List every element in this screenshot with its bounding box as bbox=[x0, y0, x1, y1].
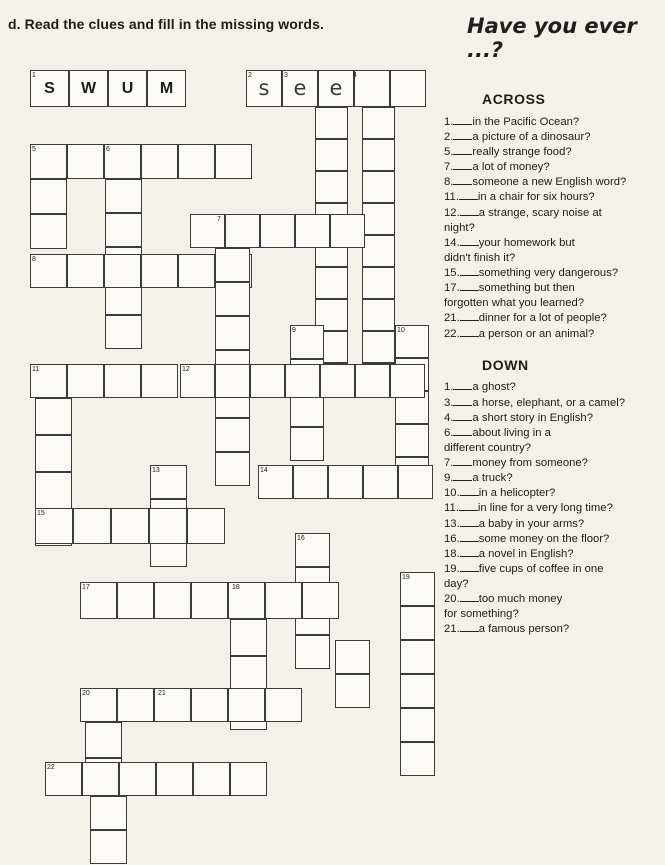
answer-blank[interactable] bbox=[453, 130, 472, 140]
grid-cell[interactable] bbox=[215, 316, 250, 350]
handwritten-letter: s bbox=[258, 76, 270, 100]
answer-blank[interactable] bbox=[453, 145, 472, 155]
clue-number: 14. bbox=[444, 236, 460, 249]
clue-number: 9. bbox=[444, 472, 454, 485]
cell-number: 10 bbox=[397, 327, 405, 334]
across-clue bbox=[444, 251, 665, 266]
clue-text: money from someone? bbox=[472, 457, 588, 469]
cell-number: 15 bbox=[37, 510, 45, 517]
grid-cell[interactable] bbox=[178, 144, 215, 179]
filled-letter: W bbox=[80, 80, 97, 97]
grid-cell[interactable] bbox=[117, 582, 154, 619]
grid-cell[interactable] bbox=[260, 214, 295, 248]
grid-cell[interactable] bbox=[73, 508, 111, 544]
clue-number: 11. bbox=[444, 502, 459, 515]
cell-number: 16 bbox=[297, 535, 305, 542]
grid-cell[interactable] bbox=[362, 235, 395, 267]
grid-cell[interactable] bbox=[90, 796, 127, 830]
cell-number: 7 bbox=[217, 216, 221, 223]
grid-cell[interactable] bbox=[315, 107, 348, 139]
answer-blank[interactable] bbox=[453, 380, 472, 390]
clue-number: 19. bbox=[444, 562, 460, 575]
grid-cell[interactable] bbox=[104, 364, 141, 398]
clue-text: a person or an animal? bbox=[478, 327, 595, 340]
grid-cell[interactable] bbox=[363, 465, 398, 499]
down-clue bbox=[444, 441, 665, 456]
answer-blank[interactable] bbox=[453, 426, 472, 436]
cell-number: 9 bbox=[292, 327, 296, 334]
clue-text: a strange, scary noise at bbox=[478, 206, 602, 219]
cell-number: 6 bbox=[106, 146, 110, 153]
down-clue bbox=[444, 411, 665, 426]
clue-number: 10. bbox=[444, 487, 460, 500]
down-clue bbox=[444, 501, 665, 516]
grid-cell[interactable] bbox=[82, 762, 119, 796]
across-clue bbox=[444, 160, 665, 175]
grid-cell[interactable] bbox=[328, 465, 363, 499]
cell-number: 22 bbox=[47, 764, 55, 771]
grid-cell[interactable] bbox=[156, 762, 193, 796]
grid-cell[interactable] bbox=[335, 640, 370, 674]
handwritten-title: Have you ever ...? bbox=[467, 14, 637, 62]
clue-text: for something? bbox=[444, 608, 519, 621]
cell-number: 4 bbox=[353, 72, 357, 79]
cell-number: 12 bbox=[182, 366, 190, 373]
grid-cell[interactable] bbox=[354, 70, 390, 107]
clue-number: 2. bbox=[444, 130, 454, 143]
down-clue bbox=[444, 562, 665, 577]
across-clue bbox=[444, 327, 665, 342]
grid-cell[interactable] bbox=[193, 762, 230, 796]
answer-blank[interactable] bbox=[453, 115, 472, 125]
clue-number: 1. bbox=[444, 115, 454, 128]
clue-text: something very dangerous? bbox=[478, 267, 619, 279]
clue-number: 22. bbox=[444, 327, 460, 340]
across-clue bbox=[444, 266, 665, 281]
cell-number: 21 bbox=[158, 690, 166, 697]
clue-text: about living in a bbox=[472, 426, 551, 439]
down-clue bbox=[444, 577, 665, 592]
grid-cell[interactable] bbox=[362, 171, 395, 203]
grid-cell[interactable] bbox=[290, 393, 324, 427]
down-clue bbox=[444, 547, 665, 562]
clue-text: night? bbox=[444, 221, 475, 234]
clue-text: in the Pacific Ocean? bbox=[472, 115, 580, 128]
answer-blank[interactable] bbox=[460, 311, 479, 321]
clue-text: a novel in English? bbox=[478, 547, 574, 560]
across-clue bbox=[444, 281, 665, 296]
down-clue bbox=[444, 471, 665, 486]
clue-number: 1. bbox=[444, 381, 454, 394]
answer-blank[interactable] bbox=[459, 190, 478, 200]
cell-number: 17 bbox=[82, 584, 90, 591]
answer-blank[interactable] bbox=[460, 547, 479, 557]
grid-cell[interactable] bbox=[320, 364, 355, 398]
grid-cell[interactable] bbox=[362, 331, 395, 363]
grid-cell[interactable] bbox=[362, 203, 395, 235]
clue-number: 7. bbox=[444, 457, 454, 469]
clue-number: 12. bbox=[444, 206, 460, 219]
answer-blank[interactable] bbox=[453, 411, 472, 421]
grid-cell[interactable] bbox=[30, 214, 67, 249]
cell-number: 2 bbox=[248, 72, 252, 79]
grid-cell[interactable] bbox=[35, 472, 72, 509]
down-clue bbox=[444, 426, 665, 441]
grid-cell[interactable] bbox=[215, 248, 250, 282]
grid-cell[interactable] bbox=[105, 179, 142, 213]
clue-text: forgotten what you learned? bbox=[444, 297, 585, 310]
grid-cell[interactable] bbox=[35, 398, 72, 435]
grid-cell[interactable] bbox=[90, 830, 127, 864]
grid-cell[interactable] bbox=[315, 139, 348, 171]
grid-cell[interactable] bbox=[250, 364, 285, 398]
handwritten-letter: e bbox=[293, 76, 307, 100]
grid-cell[interactable] bbox=[293, 465, 328, 499]
grid-cell[interactable] bbox=[105, 315, 142, 349]
answer-blank[interactable] bbox=[460, 592, 479, 602]
grid-cell[interactable] bbox=[85, 722, 122, 758]
grid-cell[interactable] bbox=[191, 582, 228, 619]
across-clue bbox=[444, 115, 665, 130]
clue-text: in a helicopter? bbox=[478, 487, 556, 500]
cell-number: 20 bbox=[82, 690, 90, 697]
clue-number: 7. bbox=[444, 161, 454, 174]
answer-blank[interactable] bbox=[460, 517, 479, 527]
clue-number: 15. bbox=[444, 267, 460, 279]
cell-number: 1 bbox=[32, 72, 36, 79]
grid-cell[interactable] bbox=[295, 214, 330, 248]
answer-blank[interactable] bbox=[460, 281, 479, 291]
grid-cell[interactable] bbox=[400, 742, 435, 776]
clue-number: 11. bbox=[444, 191, 459, 204]
grid-cell[interactable] bbox=[230, 619, 267, 656]
grid-cell[interactable] bbox=[230, 762, 267, 796]
grid-cell[interactable] bbox=[149, 508, 187, 544]
grid-cell[interactable] bbox=[400, 674, 435, 708]
answer-blank[interactable] bbox=[453, 396, 472, 406]
down-clue bbox=[444, 380, 665, 395]
clue-text: a baby in your arms? bbox=[478, 517, 585, 530]
answer-blank[interactable] bbox=[460, 266, 479, 276]
cell-number: 11 bbox=[32, 366, 40, 373]
grid-cell[interactable] bbox=[178, 254, 215, 288]
grid-cell[interactable] bbox=[215, 452, 250, 486]
clue-text: in line for a very long time? bbox=[477, 502, 613, 515]
clue-text: a horse, elephant, or a camel? bbox=[472, 396, 626, 409]
clue-text: something but then bbox=[478, 282, 575, 295]
grid-cell[interactable] bbox=[400, 708, 435, 742]
clue-number: 21. bbox=[444, 623, 460, 636]
grid-cell[interactable] bbox=[315, 171, 348, 203]
down-clue bbox=[444, 607, 665, 622]
clue-text: a truck? bbox=[472, 472, 513, 485]
grid-cell[interactable] bbox=[400, 606, 435, 640]
down-clue bbox=[444, 517, 665, 532]
instruction-text: d. Read the clues and fill in the missing words. bbox=[8, 16, 324, 32]
clue-number: 4. bbox=[444, 411, 454, 424]
grid-cell[interactable] bbox=[105, 213, 142, 247]
clue-number: 17. bbox=[444, 282, 460, 295]
cell-number: 13 bbox=[152, 467, 160, 474]
grid-cell[interactable] bbox=[215, 364, 250, 398]
down-clue bbox=[444, 486, 665, 501]
clue-text: in a chair for six hours? bbox=[477, 191, 595, 204]
grid-cell[interactable] bbox=[141, 144, 178, 179]
clue-text: a picture of a dinosaur? bbox=[472, 130, 591, 143]
grid-cell[interactable] bbox=[141, 364, 178, 398]
grid-cell[interactable] bbox=[67, 254, 104, 288]
clue-text: a ghost? bbox=[472, 381, 516, 394]
grid-cell[interactable] bbox=[362, 267, 395, 299]
grid-cell[interactable] bbox=[191, 688, 228, 722]
answer-blank[interactable] bbox=[453, 456, 472, 466]
cell-number: 3 bbox=[284, 72, 288, 79]
grid-cell[interactable] bbox=[154, 582, 191, 619]
grid-cell[interactable] bbox=[67, 144, 104, 179]
grid-cell[interactable] bbox=[67, 364, 104, 398]
clue-number: 20. bbox=[444, 593, 460, 606]
grid-cell[interactable] bbox=[35, 435, 72, 472]
handwritten-letter: e bbox=[329, 76, 343, 100]
grid-cell[interactable] bbox=[390, 364, 425, 398]
clue-text: different country? bbox=[444, 441, 532, 454]
cell-number: 19 bbox=[402, 574, 410, 581]
grid-cell[interactable] bbox=[362, 107, 395, 139]
across-clue bbox=[444, 236, 665, 251]
filled-letter: U bbox=[121, 80, 134, 97]
cell-number: 5 bbox=[32, 146, 36, 153]
grid-cell[interactable] bbox=[141, 254, 178, 288]
grid-cell[interactable] bbox=[330, 214, 365, 248]
grid-cell[interactable] bbox=[362, 299, 395, 331]
across-clue bbox=[444, 206, 665, 221]
clue-text: dinner for a lot of people? bbox=[478, 312, 607, 325]
down-clue-list bbox=[444, 380, 665, 637]
across-clue-list bbox=[444, 115, 665, 342]
clue-text: your homework but bbox=[478, 236, 575, 249]
answer-blank[interactable] bbox=[460, 622, 479, 632]
answer-blank[interactable] bbox=[460, 327, 479, 337]
clue-number: 5. bbox=[444, 146, 454, 158]
grid-cell[interactable] bbox=[395, 424, 429, 457]
grid-cell[interactable] bbox=[187, 508, 225, 544]
clue-number: 3. bbox=[444, 396, 454, 409]
grid-cell[interactable] bbox=[398, 465, 433, 499]
grid-cell[interactable] bbox=[225, 214, 260, 248]
grid-cell[interactable] bbox=[117, 688, 154, 722]
clue-text: really strange food? bbox=[472, 146, 572, 158]
clue-number: 21. bbox=[444, 312, 460, 325]
cell-number: 8 bbox=[32, 256, 36, 263]
grid-cell[interactable] bbox=[355, 364, 390, 398]
grid-cell[interactable] bbox=[215, 418, 250, 452]
grid-cell[interactable] bbox=[362, 139, 395, 171]
cell-number: 18 bbox=[232, 584, 240, 591]
across-clue bbox=[444, 145, 665, 160]
down-clue bbox=[444, 622, 665, 637]
grid-cell[interactable] bbox=[111, 508, 149, 544]
down-clue bbox=[444, 456, 665, 471]
across-clue bbox=[444, 130, 665, 145]
cell-number: 14 bbox=[260, 467, 268, 474]
answer-blank[interactable] bbox=[459, 501, 478, 511]
down-clue bbox=[444, 532, 665, 547]
filled-letter: M bbox=[159, 80, 174, 97]
down-heading: DOWN bbox=[482, 356, 529, 373]
answer-blank[interactable] bbox=[460, 486, 479, 496]
answer-blank[interactable] bbox=[460, 236, 479, 246]
grid-cell[interactable] bbox=[215, 144, 252, 179]
grid-cell[interactable] bbox=[30, 179, 67, 214]
down-clue bbox=[444, 592, 665, 607]
clue-text: a short story in English? bbox=[472, 411, 593, 424]
grid-cell[interactable] bbox=[295, 635, 330, 669]
clue-text: too much money bbox=[478, 593, 563, 606]
clues-panel bbox=[444, 90, 665, 638]
grid-cell[interactable] bbox=[315, 267, 348, 299]
grid-cell[interactable] bbox=[119, 762, 156, 796]
grid-cell[interactable] bbox=[390, 70, 426, 107]
grid-cell[interactable] bbox=[265, 688, 302, 722]
clue-number: 16. bbox=[444, 532, 460, 545]
grid-cell[interactable] bbox=[290, 427, 324, 461]
across-clue bbox=[444, 311, 665, 326]
clue-text: day? bbox=[444, 578, 469, 590]
answer-blank[interactable] bbox=[453, 471, 472, 481]
answer-blank[interactable] bbox=[453, 160, 472, 170]
across-clue bbox=[444, 175, 665, 190]
clue-text: a lot of money? bbox=[472, 161, 550, 174]
filled-letter: S bbox=[44, 80, 55, 97]
grid-cell[interactable] bbox=[302, 582, 339, 619]
clue-number: 13. bbox=[444, 517, 460, 530]
grid-cell[interactable] bbox=[215, 282, 250, 316]
answer-blank[interactable] bbox=[453, 175, 472, 185]
across-clue bbox=[444, 221, 665, 236]
clue-text: someone a new English word? bbox=[472, 176, 627, 189]
clue-text: five cups of coffee in one bbox=[478, 562, 604, 575]
answer-blank[interactable] bbox=[460, 206, 479, 216]
grid-cell[interactable] bbox=[335, 674, 370, 708]
clue-number: 6. bbox=[444, 426, 454, 439]
grid-cell[interactable] bbox=[285, 364, 320, 398]
grid-cell[interactable] bbox=[228, 688, 265, 722]
clue-text: some money on the floor? bbox=[478, 532, 610, 545]
clue-number: 18. bbox=[444, 547, 460, 560]
grid-cell[interactable] bbox=[104, 254, 141, 288]
grid-cell[interactable] bbox=[400, 640, 435, 674]
answer-blank[interactable] bbox=[460, 562, 479, 572]
clue-text: didn't finish it? bbox=[444, 251, 516, 264]
grid-cell[interactable] bbox=[265, 582, 302, 619]
across-clue bbox=[444, 190, 665, 205]
clue-number: 8. bbox=[444, 176, 454, 189]
answer-blank[interactable] bbox=[460, 532, 479, 542]
down-clue bbox=[444, 396, 665, 411]
across-heading: ACROSS bbox=[482, 91, 546, 107]
across-clue bbox=[444, 296, 665, 311]
clue-text: a famous person? bbox=[478, 623, 570, 636]
